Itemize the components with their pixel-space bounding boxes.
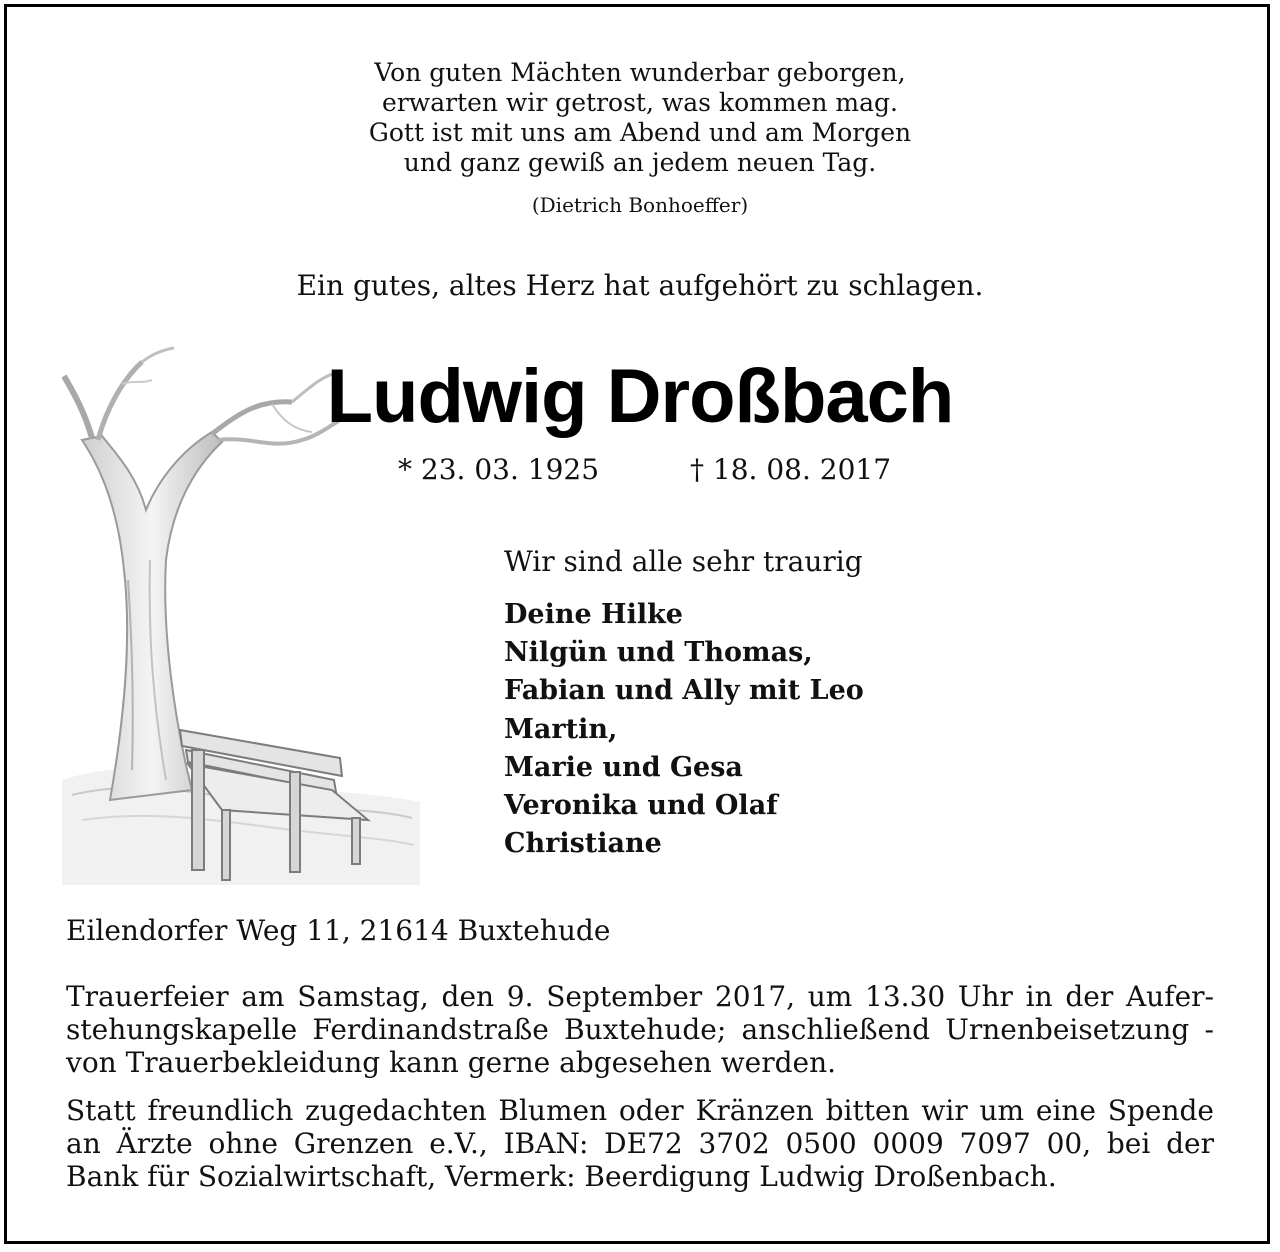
poem-line: Gott ist mit uns am Abend und am Morgen <box>368 118 912 147</box>
ceremony-paragraph <box>66 980 1214 1079</box>
death-date: † 18. 08. 2017 <box>690 453 892 486</box>
birth-date: * 23. 03. 1925 <box>398 453 600 486</box>
donation-line: Bank für Sozialwirtschaft, Vermerk: Beerdigung Ludwig Droßenbach. <box>66 1160 1057 1193</box>
address: Eilendorfer Weg 11, 21614 Buxtehude <box>66 914 611 947</box>
ceremony-line: stehungskapelle Ferdinandstraße Buxtehude; anschließend Urnenbeisetzung - <box>66 1013 1214 1046</box>
mourner-name: Martin, <box>504 713 618 745</box>
mourners-heading: Wir sind alle sehr traurig <box>504 545 863 578</box>
poem-line: und ganz gewiß an jedem neuen Tag. <box>403 148 877 177</box>
deceased-name: Ludwig Droßbach <box>326 354 954 439</box>
ceremony-line: von Trauerbekleidung kann gerne abgesehen werden. <box>66 1046 837 1079</box>
mourners-list <box>504 596 864 863</box>
donation-line: an Ärzte ohne Grenzen e.V., IBAN: DE72 3702 0500 0009 7097 00, bei der <box>66 1127 1214 1160</box>
poem-line: Von guten Mächten wunderbar geborgen, <box>374 58 906 87</box>
donation-line: Statt freundlich zugedachten Blumen oder Kränzen bitten wir um eine Spende <box>66 1094 1214 1127</box>
mourner-name: Deine Hilke <box>504 599 683 630</box>
mourner-name: Fabian und Ally mit Leo <box>504 675 864 707</box>
mourner-name: Christiane <box>504 828 662 860</box>
poem-attribution: (Dietrich Bonhoeffer) <box>531 193 749 217</box>
poem <box>0 58 1280 218</box>
poem-line: erwarten wir getrost, was kommen mag. <box>382 88 898 117</box>
mourner-name: Veronika und Olaf <box>504 790 778 822</box>
mourner-name: Nilgün und Thomas, <box>504 637 813 669</box>
mourner-name: Marie und Gesa <box>504 751 743 783</box>
donation-paragraph <box>66 1094 1214 1193</box>
intro-line: Ein gutes, altes Herz hat aufgehört zu schlagen. <box>296 269 984 302</box>
ceremony-line: Trauerfeier am Samstag, den 9. September 2017, um 13.30 Uhr in der Aufer- <box>66 980 1214 1013</box>
